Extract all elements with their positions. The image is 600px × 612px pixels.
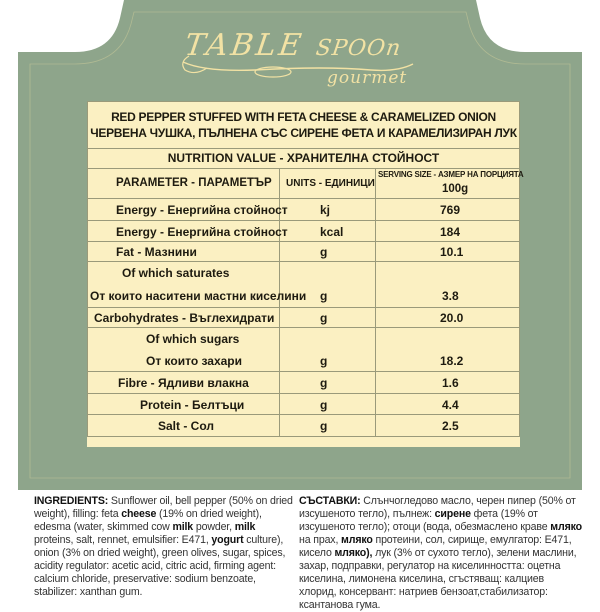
row-unit: g: [320, 354, 328, 368]
allergen-text: milk: [172, 521, 194, 533]
row-value: 18.2: [440, 354, 464, 368]
allergen-text: cheese: [121, 508, 157, 520]
table-title: NUTRITION VALUE - ХРАНИТЕЛНА СТОЙНОСТ: [87, 149, 520, 169]
table-header-row: [87, 169, 524, 199]
table-row: [87, 328, 520, 372]
header-serving-value: 100g: [442, 183, 469, 195]
allergen-text: сирене: [434, 508, 471, 520]
table-row: [87, 199, 520, 221]
allergen-text: milk: [234, 521, 256, 533]
row-value: 769: [440, 203, 461, 217]
header-parameter: PARAMETER - ПАРАМЕТЪР: [116, 177, 272, 189]
ingredients-text: culture), onion (3% on dried weight), green olives, sugar, spices, acidity regulator: acetic acid, citric acid, firming agent: calcium chloride, preservative: sodium benzoate, stabilizer: xanthan gum.: [34, 534, 286, 598]
row-parameter: Protein - Белтъци: [140, 398, 245, 412]
row-value: 10.1: [440, 245, 464, 259]
logo-subtitle: gourmet: [327, 68, 408, 88]
row-value: 1.6: [442, 376, 459, 390]
row-parameter: Energy - Енергийна стойност: [116, 203, 288, 217]
table-row: [87, 308, 520, 328]
ingredients-text: (19% on dried weight), edesma (water, skimmed cow: [34, 508, 262, 533]
ingredients-text: proteins, salt, rennet, emulsifier: E471,: [34, 534, 212, 546]
product-name-bg: ЧЕРВЕНА ЧУШКА, ПЪЛНЕНА СЪС СИРЕНЕ ФЕТА И КАРАМЕЛИЗИРАН ЛУК: [90, 126, 517, 140]
table-row: [87, 394, 520, 415]
table-row: [87, 415, 520, 437]
row-unit: kcal: [320, 225, 344, 239]
row-value: 4.4: [442, 398, 459, 412]
allergen-text: мляко: [550, 521, 582, 533]
brand-logo: [175, 26, 425, 96]
row-unit: g: [320, 289, 328, 303]
row-parameter-bg: От които наситени мастни киселини: [90, 289, 307, 303]
ingredients-label: СЪСТАВКИ:: [299, 495, 361, 507]
row-unit: g: [320, 311, 328, 325]
allergen-text: мляко: [341, 534, 373, 546]
product-name-en: RED PEPPER STUFFED WITH FETA CHEESE & CARAMELIZED ONION: [111, 110, 496, 124]
row-unit: g: [320, 245, 328, 259]
row-unit: kj: [320, 203, 331, 217]
row-value: 2.5: [442, 419, 459, 433]
table-row: [87, 372, 520, 394]
ingredients-label: INGREDIENTS:: [34, 495, 109, 507]
nutrition-panel: [87, 101, 524, 447]
ingredients-text: лук (3% от сухото тегло), зелени маслини, захар, подправки, регулатор на киселинността: оцетна киселина, лимонена киселина, сгъстяващ: калциев хлорид, консервант: натриев бензоат,стабилизатор: ксантанова гума.: [299, 547, 577, 611]
logo-title-small: SPOOn: [314, 36, 403, 61]
row-value: 184: [440, 225, 461, 239]
table-row: [87, 221, 520, 242]
row-parameter: Energy - Енергийна стойност: [116, 225, 288, 239]
header-units: UNITS - ЕДИНИЦИ: [286, 178, 375, 189]
table-row: [87, 262, 520, 308]
ingredients-text: протеини, сол, сирище, емулгатор: E471, кисело: [299, 534, 572, 559]
ingredients-text: Слънчогледово масло, черен пипер (50% от изсушеното тегло), пълнеж:: [299, 495, 576, 520]
product-title: [87, 101, 520, 149]
row-parameter: Fat - Мазнини: [116, 245, 197, 259]
row-parameter-bg: От които захари: [146, 354, 243, 368]
logo-title: [183, 28, 404, 63]
row-parameter: Fibre - Ядливи влакна: [118, 376, 249, 390]
header-serving-label: SERVING SIZE - АЗМЕР НА ПОРЦИЯТА: [378, 170, 524, 179]
ingredients-text: фета (19% от изсушеното тегло); отоци (вода, обезмаслено краве: [299, 508, 551, 533]
row-unit: g: [320, 376, 328, 390]
ingredients-english: [34, 495, 294, 599]
allergen-text: yogurt: [211, 534, 244, 546]
row-value: 20.0: [440, 311, 464, 325]
row-value: 3.8: [442, 289, 459, 303]
allergen-text: мляко),: [334, 547, 373, 559]
row-parameter: Of which saturates: [122, 266, 230, 280]
logo-title-big: TABLE: [182, 28, 307, 63]
row-unit: g: [320, 419, 328, 433]
row-parameter: Carbohydrates - Въглехидрати: [94, 311, 275, 325]
ingredients-text: powder,: [193, 521, 235, 533]
table-row: [87, 242, 520, 262]
ingredients-text: Sunflower oil, bell pepper (50% on dried weight), filling: feta: [34, 495, 293, 520]
ingredients-bulgarian: [299, 495, 584, 612]
row-parameter: Salt - Сол: [158, 419, 214, 433]
ingredients-text: на прах,: [299, 534, 342, 546]
row-unit: g: [320, 398, 328, 412]
row-parameter: Of which sugars: [146, 332, 240, 346]
